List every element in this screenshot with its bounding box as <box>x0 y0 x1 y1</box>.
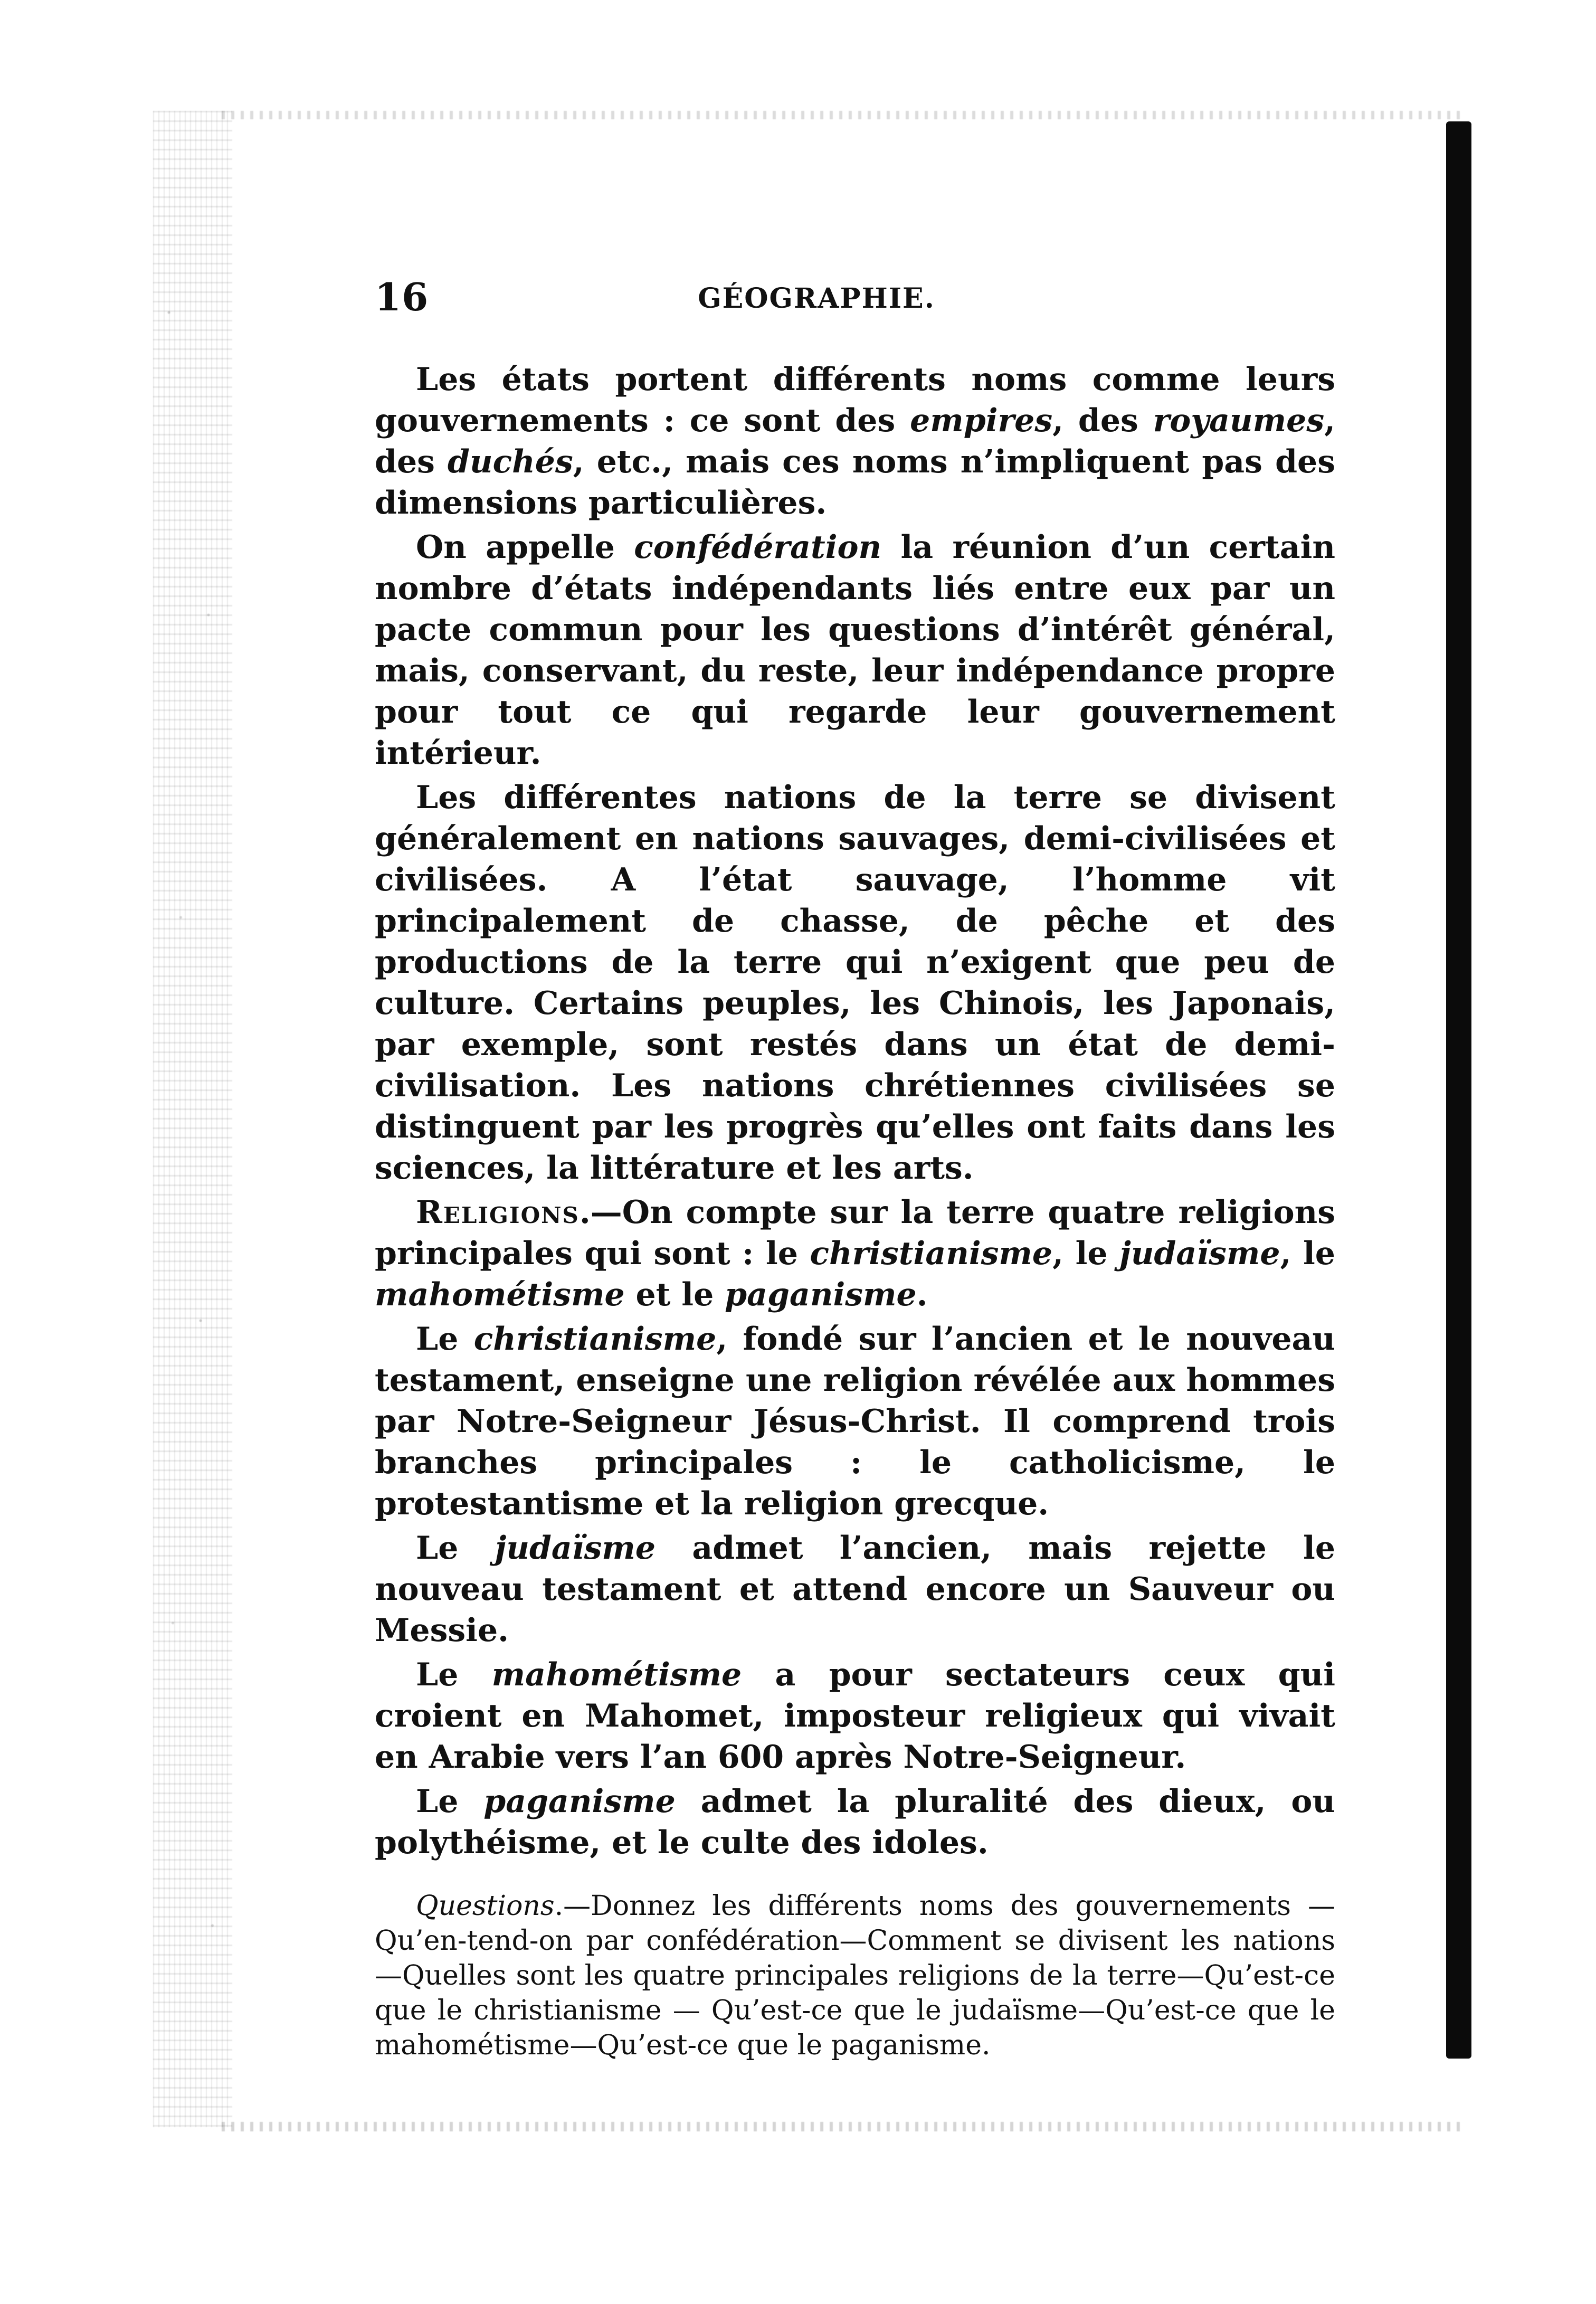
page-number: 16 <box>375 274 429 319</box>
term-royaumes: royaumes <box>1153 402 1325 439</box>
paragraph-mahometisme <box>375 1654 1335 1778</box>
paragraph-judaisme <box>375 1528 1335 1651</box>
paragraph-paganisme <box>375 1781 1335 1863</box>
term-christianisme: christianisme <box>810 1235 1053 1272</box>
bottom-scan-noise <box>222 2122 1462 2131</box>
questions-block <box>375 1889 1335 2063</box>
term-paganisme: paganisme <box>483 1783 676 1820</box>
scan-edge-bar <box>1446 121 1471 2059</box>
term-christianisme: christianisme <box>473 1321 717 1358</box>
text-run: Les états portent différents noms comme leurs gouvernements : ce sont des <box>375 361 1335 439</box>
binding-shadow <box>153 111 232 2127</box>
term-mahometisme: mahométisme <box>375 1276 625 1313</box>
text-run: Le <box>416 1783 484 1820</box>
term-paganisme: paganisme <box>725 1276 917 1313</box>
text-run: On appelle <box>416 529 634 566</box>
paragraph-nations <box>375 777 1335 1189</box>
text-run: , fondé sur l’ancien et le nouveau testament, enseigne une religion révélée aux hommes par Notre-Seigneur Jésus-Christ. Il comprend trois branches principales : le catholicisme, le protestantisme et la religion grecque. <box>375 1321 1335 1522</box>
text-run: , des <box>375 402 1335 480</box>
term-duches: duchés <box>448 443 573 480</box>
text-run: admet la pluralité des dieux, ou polythéisme, et le culte des idoles. <box>375 1783 1336 1861</box>
section-label-religions: Religions <box>416 1194 580 1231</box>
text-run: Le <box>416 1656 492 1693</box>
text-run: Le <box>416 1530 495 1567</box>
text-run: , le <box>1280 1235 1335 1272</box>
top-scan-noise <box>222 111 1462 119</box>
term-judaisme: judaïsme <box>1119 1235 1280 1272</box>
text-run: et le <box>624 1276 725 1313</box>
paragraph-christianisme <box>375 1319 1335 1524</box>
questions-text: .—Donnez les différents noms des gouvernements —Qu’en-tend-on par confédération—Comment se divisent les nations—Quelles sont les quatre principales religions de la terre—Qu’est-ce que le christianisme — Qu’est-ce que le judaïsme—Qu’est-ce que le mahométisme—Qu’est-ce que le paganisme. <box>375 1890 1335 2061</box>
running-title: GÉOGRAPHIE. <box>698 282 935 315</box>
text-run: , etc., mais ces noms n’impliquent pas des dimensions particulières. <box>375 443 1336 522</box>
questions-label: Questions <box>416 1890 555 1922</box>
paragraph-religions <box>375 1192 1335 1315</box>
paragraph-confederation <box>375 527 1335 774</box>
term-mahometisme: mahométisme <box>491 1656 742 1693</box>
text-run: , le <box>1052 1235 1120 1272</box>
text-run: .—On compte sur la terre quatre religions principales qui sont : le <box>375 1194 1335 1272</box>
text-run: a pour sectateurs ceux qui croient en Mahomet, imposteur religieux qui vivait en Arabie vers l’an 600 après Notre-Seigneur. <box>375 1656 1335 1776</box>
text-run: , des <box>1052 402 1153 439</box>
main-text <box>375 359 1335 2090</box>
term-judaisme: judaïsme <box>495 1530 656 1567</box>
text-run: la réunion d’un certain nombre d’états indépendants liés entre eux par un pacte commun pour les questions d’intérêt général, mais, conservant, du reste, leur indépendance propre pour tout ce qui regarde leur gouvernement intérieur. <box>375 529 1336 772</box>
text-run: Le <box>416 1321 474 1358</box>
paragraph-states <box>375 359 1335 524</box>
text-run: Les différentes nations de la terre se divisent généralement en nations sauvages, demi-civilisées et civilisées. A l’état sauvage, l’homme vit principalement de chasse, de pêche et des productions de la terre qui n’exigent que peu de culture. Certains peuples, les Chinois, les Japonais, par exemple, sont restés dans un état de demi-civilisation. Les nations chrétiennes civilisées se distinguent par les progrès qu’elles ont faits dans les sciences, la littérature et les arts. <box>375 779 1335 1187</box>
term-confederation: confédération <box>634 529 882 566</box>
term-empires: empires <box>910 402 1053 439</box>
text-run: . <box>916 1276 928 1313</box>
text-run: admet l’ancien, mais rejette le nouveau testament et attend encore un Sauveur ou Messie. <box>375 1530 1336 1649</box>
